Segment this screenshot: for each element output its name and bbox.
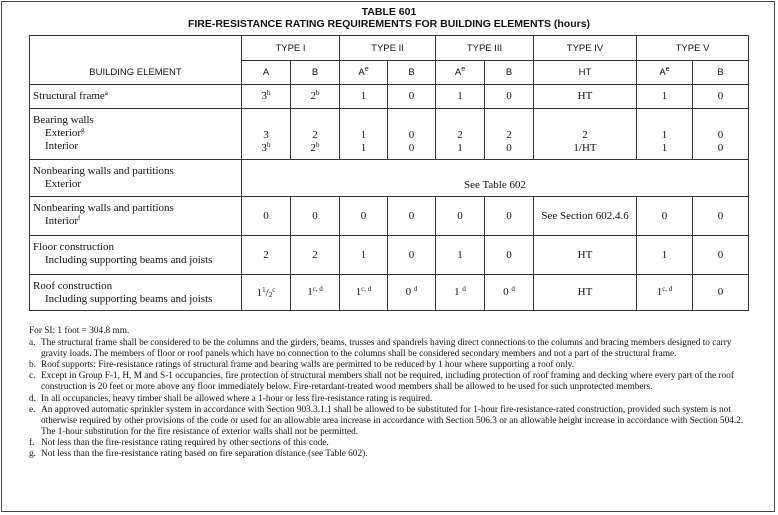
subtype-header: $A^e$ xyxy=(340,61,388,85)
rating-cell: 1 xyxy=(637,85,693,109)
rating-cell: 0 xyxy=(485,197,534,236)
rating-cell: 1 xyxy=(436,236,485,275)
footnote: d. In all occupancies, heavy timber shall be allowed where a 1-hour or less fire-resistance rating is required. xyxy=(29,393,433,404)
rating-cell: 1$^{c, d}$ xyxy=(637,275,693,311)
subtype-header: $A^e$ xyxy=(637,61,693,85)
subtype-header: B xyxy=(291,61,340,85)
row-label: Nonbearing walls and partitions Interior$^f$ xyxy=(30,197,242,236)
footnote: f. Not less than the fire-resistance rating required by other sections of this code. xyxy=(29,437,329,448)
rating-cell: See Section 602.4.6 xyxy=(534,197,637,236)
sub-label-interior: Interior xyxy=(45,140,78,152)
rating-cell: 1 1 xyxy=(340,109,388,160)
rating-cell: 0 xyxy=(485,236,534,275)
footnote: g. Not less than the fire-resistance rating based on fire separation distance (see Table 602). xyxy=(29,449,368,460)
rating-cell: 1 $^d$ xyxy=(436,275,485,311)
rating-cell: 0 0 xyxy=(388,109,436,160)
header-row-types xyxy=(30,36,749,61)
rating-cell: 1 xyxy=(340,85,388,109)
rating-cell: 0 xyxy=(693,275,749,311)
row-label: Nonbearing walls and partitions Exterior xyxy=(30,160,242,197)
rating-cell: 0 $^d$ xyxy=(388,275,436,311)
rating-cell: 0 xyxy=(693,236,749,275)
table-row-floor-construction xyxy=(30,236,749,275)
rating-cell: HT xyxy=(534,236,637,275)
rating-cell: 3$^b$ xyxy=(242,85,291,109)
rating-cell: 1 1 xyxy=(637,109,693,160)
table-row-nonbearing-interior xyxy=(30,197,749,236)
footnote: e. An approved automatic sprinkler system in accordance with Section 903.3.1.1 shall be allowed to be substituted for 1-hour fire-resistance-rated construction, provided such system is not otherwise required by other provisions of the code or used for an allowable area increase in accordance with Section 506.3 or an allowable height increase in accordance with Section 504.2. The 1-hour substitution for the fire resistance of exterior walls shall not be permitted. xyxy=(29,404,744,437)
rating-cell: 1$^{c, d}$ xyxy=(291,275,340,311)
rating-cell: HT xyxy=(534,275,637,311)
type-i-header: TYPE I xyxy=(242,36,340,61)
type-v-header: TYPE V xyxy=(637,36,749,61)
rating-cell: 0 xyxy=(436,197,485,236)
rating-cell: 1 xyxy=(637,236,693,275)
sub-label-exterior: Exterior$^g$ xyxy=(45,126,85,139)
table-row-roof-construction xyxy=(30,275,749,311)
rating-cell: 2$^b$ xyxy=(291,85,340,109)
rating-cell: 2 xyxy=(291,236,340,275)
type-iii-header: TYPE III xyxy=(436,36,534,61)
type-ii-header: TYPE II xyxy=(340,36,436,61)
subtype-header: B xyxy=(485,61,534,85)
rating-cell: 0 xyxy=(291,197,340,236)
rating-cell: 2 1 xyxy=(436,109,485,160)
subtype-header: HT xyxy=(534,61,637,85)
subtype-header: $A^e$ xyxy=(436,61,485,85)
rating-cell: 0 xyxy=(388,236,436,275)
rating-cell: 2 0 xyxy=(485,109,534,160)
rating-cell: 0 xyxy=(485,85,534,109)
table-row-bearing-walls xyxy=(30,109,749,160)
sub-label-supporting: Including supporting beams and joists xyxy=(45,293,213,305)
subtype-header: B xyxy=(693,61,749,85)
row-label: Roof construction Including supporting beams and joists xyxy=(30,275,242,311)
table-row-nonbearing-exterior xyxy=(30,160,749,197)
footnote: b. Roof supports: Fire-resistance ratings of structural frame and bearing walls are permitted to be reduced by 1 hour where supporting a roof only. xyxy=(29,360,575,371)
footnote: a. The structural frame shall be considered to be the columns and the girders, beams, trusses and spandrels having direct connections to the columns and bracing members designed to carry gravity loads. The members of floor or roof panels which have no connection to the columns shall be considered secondary members and not a part of the structural frame. xyxy=(29,338,732,360)
row-label: Bearing walls Exterior$^g$ Interior xyxy=(30,109,242,160)
rating-cell-fraction: $1^1/2^c$ xyxy=(242,275,291,311)
rating-cell: 1 xyxy=(340,236,388,275)
si-conversion-note: For SI: 1 foot = 304.8 mm. xyxy=(29,326,130,336)
rating-cell: 2 xyxy=(242,236,291,275)
rating-cell: HT xyxy=(534,85,637,109)
subtype-header: A xyxy=(242,61,291,85)
sub-label-interior: Interior$^f$ xyxy=(45,214,81,227)
sub-label-supporting: Including supporting beams and joists xyxy=(45,254,213,266)
rating-cell: 0 xyxy=(340,197,388,236)
rating-cell: 0 xyxy=(693,85,749,109)
table-caption: FIRE-RESISTANCE RATING REQUIREMENTS FOR BUILDING ELEMENTS (hours) xyxy=(187,18,591,30)
rating-cell: 3 3$^b$ xyxy=(242,109,291,160)
rating-cell: 2 2$^b$ xyxy=(291,109,340,160)
row-label: Floor construction Including supporting beams and joists xyxy=(30,236,242,275)
rating-cell: 0 xyxy=(388,197,436,236)
rating-cell: 0 xyxy=(693,197,749,236)
sub-label-exterior: Exterior xyxy=(45,178,82,190)
row-label: Structural frame$^a$ xyxy=(30,85,242,109)
subtype-header: B xyxy=(388,61,436,85)
rating-cell: 0 xyxy=(242,197,291,236)
see-table-602-cell: See Table 602 xyxy=(242,160,749,197)
rating-cell: 0 $^d$ xyxy=(485,275,534,311)
rating-cell: 1$^{c, d}$ xyxy=(340,275,388,311)
table-number: TABLE 601 xyxy=(361,6,417,18)
rating-cell: 0 xyxy=(637,197,693,236)
building-element-header: BUILDING ELEMENT xyxy=(30,36,242,85)
table-row-structural-frame xyxy=(30,85,749,109)
fire-rating-table xyxy=(29,35,749,311)
rating-cell: 0 xyxy=(388,85,436,109)
type-iv-header: TYPE IV xyxy=(534,36,637,61)
rating-cell: 1 xyxy=(436,85,485,109)
footnotes xyxy=(29,326,751,460)
rating-cell: 2 1/HT xyxy=(534,109,637,160)
footnote: c. Except in Group F-1, H, M and S-1 occupancies, fire protection of structural members shall not be required, including protection of roof framing and decking where every part of the roof construction is 20 feet or more above any floor immediately below. Fire-retardant-treated wood members shall be allowed to be used for such unprotected members. xyxy=(29,371,734,393)
rating-cell: 0 0 xyxy=(693,109,749,160)
